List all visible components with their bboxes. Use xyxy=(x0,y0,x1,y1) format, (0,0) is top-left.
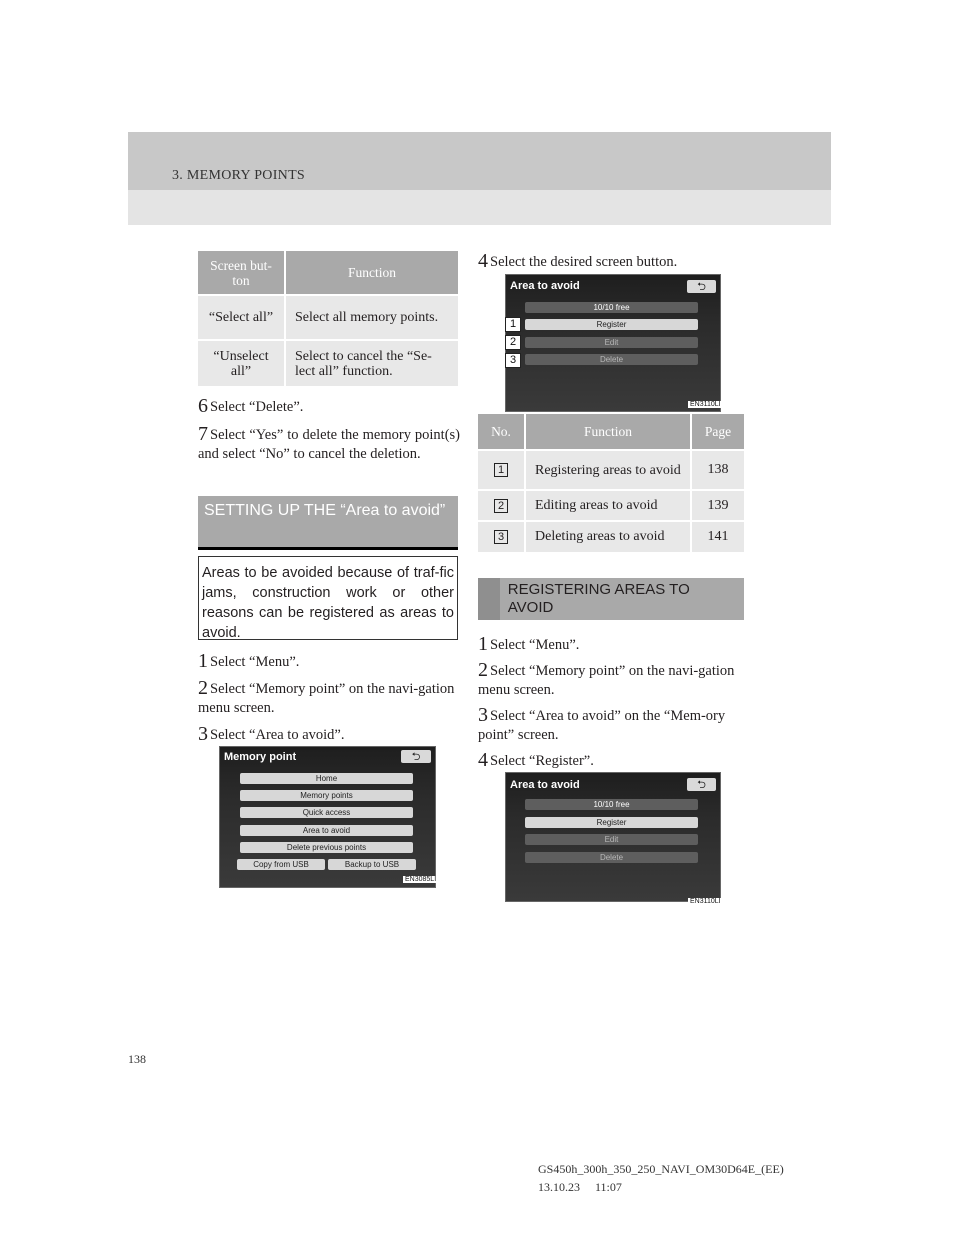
menu-button-delete-previous[interactable]: Delete previous points xyxy=(240,842,413,853)
callout-badge-2: 2 xyxy=(505,335,521,350)
area-function-table xyxy=(478,414,744,552)
table-cell-page: 141 xyxy=(691,521,744,552)
callout-badge-1: 1 xyxy=(505,317,521,332)
step-number: 3 xyxy=(198,723,208,745)
table-cell-no xyxy=(478,490,525,521)
table-row xyxy=(198,295,458,340)
table-header-function: Function xyxy=(525,414,691,450)
register-section-title: REGISTERING AREAS TO AVOID xyxy=(507,581,690,616)
setup-section-title: SETTING UP THE “Area to avoid” xyxy=(204,502,446,519)
button-function-table xyxy=(198,251,458,386)
step-text: Select “Delete”. xyxy=(210,399,304,415)
register-button[interactable]: Register xyxy=(525,319,698,330)
step-text: Select the desired screen button. xyxy=(490,254,678,270)
step-number: 2 xyxy=(198,677,208,699)
section-divider xyxy=(198,547,458,550)
step-number: 2 xyxy=(478,659,488,681)
step-6 xyxy=(198,396,460,417)
table-row xyxy=(478,490,744,521)
step-number: 1 xyxy=(478,633,488,655)
step-number: 4 xyxy=(478,749,488,771)
image-code: EN3110LI xyxy=(690,898,721,905)
screen-title: Area to avoid xyxy=(510,280,580,292)
delete-button[interactable]: Delete xyxy=(525,852,698,863)
step-text: Select “Menu”. xyxy=(490,637,580,653)
step-d2 xyxy=(478,660,744,700)
step-text: Select “Register”. xyxy=(490,753,594,769)
callout-badge-3: 3 xyxy=(505,353,521,368)
area-to-avoid-screenshot-2 xyxy=(505,772,721,902)
step-text: Select “Memory point” on the navi-gation menu screen. xyxy=(478,663,735,698)
register-button[interactable]: Register xyxy=(525,817,698,828)
table-cell-function: Editing areas to avoid xyxy=(525,490,691,521)
step-number: 4 xyxy=(478,250,488,272)
step-text: Select “Area to avoid”. xyxy=(210,727,345,743)
step-2 xyxy=(198,678,460,718)
number-box: 1 xyxy=(494,463,508,477)
timestamp: 13.10.23 11:07 xyxy=(538,1180,622,1194)
back-arrow-icon[interactable]: ⮌ xyxy=(401,750,431,763)
table-cell-function: Select to cancel the “Se-lect all” function. xyxy=(285,340,458,386)
screen-title: Area to avoid xyxy=(510,779,580,791)
doc-id: GS450h_300h_350_250_NAVI_OM30D64E_(EE) xyxy=(538,1162,784,1176)
table-header-function: Function xyxy=(285,251,458,295)
section-title: 3. MEMORY POINTS xyxy=(172,168,306,183)
section-accent xyxy=(478,578,500,620)
step-text: Select “Memory point” on the navi-gation menu screen. xyxy=(198,681,455,716)
table-cell-function: Registering areas to avoid xyxy=(525,450,691,490)
menu-button-area-to-avoid[interactable]: Area to avoid xyxy=(240,825,413,836)
number-box: 3 xyxy=(494,530,508,544)
setup-section-heading xyxy=(198,496,458,547)
step-text: Select “Menu”. xyxy=(210,654,300,670)
table-row xyxy=(478,450,744,490)
area-to-avoid-screenshot-1 xyxy=(505,274,721,412)
step-d3 xyxy=(478,705,744,745)
edit-button[interactable]: Edit xyxy=(525,834,698,845)
backup-to-usb-button[interactable]: Backup to USB xyxy=(328,859,416,870)
register-section-heading xyxy=(478,578,744,620)
screen-title: Memory point xyxy=(224,751,297,763)
table-cell-button: “Select all” xyxy=(198,295,285,340)
number-box: 2 xyxy=(494,499,508,513)
memory-point-screenshot xyxy=(219,746,436,888)
table-cell-function: Select all memory points. xyxy=(285,295,458,340)
step-d1 xyxy=(478,634,744,655)
step-text: Select “Area to avoid” on the “Mem-ory point” screen. xyxy=(478,708,726,743)
step-number: 7 xyxy=(198,423,208,445)
copy-from-usb-button[interactable]: Copy from USB xyxy=(237,859,325,870)
menu-button-memory-points[interactable]: Memory points xyxy=(240,790,413,801)
step-number: 6 xyxy=(198,395,208,417)
table-cell-no xyxy=(478,521,525,552)
table-row xyxy=(478,521,744,552)
step-4-desired xyxy=(478,251,744,272)
step-number: 3 xyxy=(478,704,488,726)
setup-description: Areas to be avoided because of traf-fic jams, construction work or other reasons can be registered as areas to avoid. xyxy=(198,556,458,640)
image-code: EN3085LI xyxy=(405,876,437,883)
step-3 xyxy=(198,724,460,745)
table-cell-page: 139 xyxy=(691,490,744,521)
back-arrow-icon[interactable]: ⮌ xyxy=(687,280,716,293)
edit-button[interactable]: Edit xyxy=(525,337,698,348)
table-cell-button: “Unselect all” xyxy=(198,340,285,386)
table-cell-no xyxy=(478,450,525,490)
free-count-display: 10/10 free xyxy=(525,302,698,313)
menu-button-quick-access[interactable]: Quick access xyxy=(240,807,413,818)
step-1 xyxy=(198,651,460,672)
table-row xyxy=(198,340,458,386)
step-d4 xyxy=(478,750,744,771)
step-number: 1 xyxy=(198,650,208,672)
free-count-display: 10/10 free xyxy=(525,799,698,810)
step-text: Select “Yes” to delete the memory point(s) and select “No” to cancel the deletion. xyxy=(198,427,460,462)
back-arrow-icon[interactable]: ⮌ xyxy=(687,778,716,791)
header-subband xyxy=(128,190,831,225)
table-header-no: No. xyxy=(478,414,525,450)
table-header-page: Page xyxy=(691,414,744,450)
menu-button-home[interactable]: Home xyxy=(240,773,413,784)
page-number: 138 xyxy=(128,1052,146,1066)
table-cell-function: Deleting areas to avoid xyxy=(525,521,691,552)
table-header-button: Screen but- ton xyxy=(198,251,285,295)
step-7 xyxy=(198,424,460,464)
image-code: EN3110LI xyxy=(690,401,721,408)
table-cell-page: 138 xyxy=(691,450,744,490)
delete-button[interactable]: Delete xyxy=(525,354,698,365)
